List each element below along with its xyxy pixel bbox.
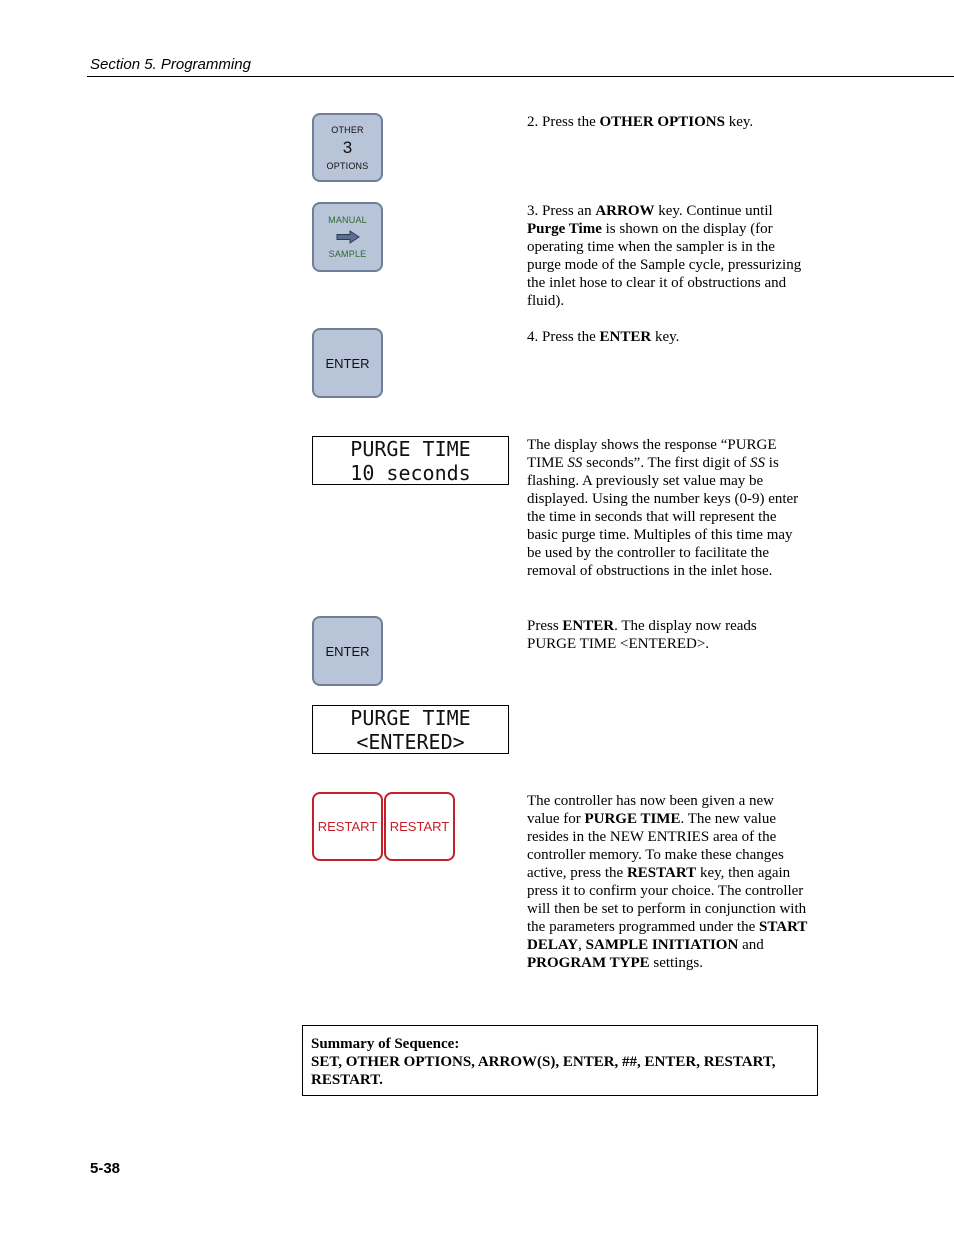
- enter-key-label: ENTER: [325, 355, 370, 371]
- lcd-display-purge-seconds: [312, 436, 509, 485]
- other-options-key-bottom: OPTIONS: [326, 160, 369, 171]
- enter-key[interactable]: [312, 328, 383, 398]
- lcd-display-purge-entered: [312, 705, 509, 754]
- restart-key-label: RESTART: [389, 819, 450, 834]
- section-header: Section 5. Programming: [90, 56, 251, 73]
- header-divider: [87, 76, 954, 77]
- restart-key-second[interactable]: [384, 792, 455, 861]
- restart-text: The controller has now been given a new value for PURGE TIME. The new value resides in the NEW ENTRIES area of the controller memory. To make these changes active, press the RESTART key, then again press it to confirm your choice. The controller will then be set to perform in conjunction with the parameters programmed under the START DELAY, SAMPLE INITIATION and PROGRAM TYPE settings.: [527, 793, 808, 971]
- display-response-text: The display shows the response “PURGE TIME SS seconds”. The first digit of SS is flashing. A previously set value may be displayed. Using the number keys (0-9) enter the time in seconds that will represent the basic purge time. Multiples of this time may be used by the controller to facilitate the removal of obstructions in the inlet hose.: [527, 437, 799, 579]
- right-arrow-icon: [336, 230, 360, 244]
- lcd-line-2: <ENTERED>: [356, 729, 465, 754]
- summary-title: Summary of Sequence:: [311, 1036, 460, 1052]
- arrow-key[interactable]: [312, 202, 383, 272]
- step-2-text: 2. Press the OTHER OPTIONS key.: [527, 114, 754, 130]
- arrow-key-top: MANUAL: [328, 215, 367, 225]
- arrow-key-bottom: SAMPLE: [328, 249, 367, 259]
- lcd-line-1: PURGE TIME: [350, 436, 471, 461]
- enter-key-confirm[interactable]: [312, 616, 383, 686]
- press-enter-text: Press ENTER. The display now reads PURGE TIME <ENTERED>.: [527, 618, 757, 652]
- lcd-line-2: 10 seconds: [350, 460, 471, 485]
- step-3-text: 3. Press an ARROW key. Continue until Purge Time is shown on the display (for operating time when the sampler is in the purge mode of the Sample cycle, pressurizing the inlet hose to clear it of obstructions and fluid).: [527, 203, 802, 309]
- summary-box: [302, 1025, 818, 1096]
- enter-key-label: ENTER: [325, 643, 370, 659]
- restart-key-first[interactable]: [312, 792, 383, 861]
- restart-key-label: RESTART: [317, 819, 378, 834]
- page-number: 5-38: [90, 1160, 121, 1177]
- other-options-key-number: 3: [342, 137, 353, 157]
- other-options-key-top: OTHER: [331, 124, 364, 135]
- step-4-text: 4. Press the ENTER key.: [527, 329, 680, 345]
- lcd-line-1: PURGE TIME: [350, 705, 471, 730]
- summary-sequence: SET, OTHER OPTIONS, ARROW(S), ENTER, ##, ENTER, RESTART, RESTART.: [311, 1054, 776, 1088]
- other-options-key[interactable]: [312, 113, 383, 182]
